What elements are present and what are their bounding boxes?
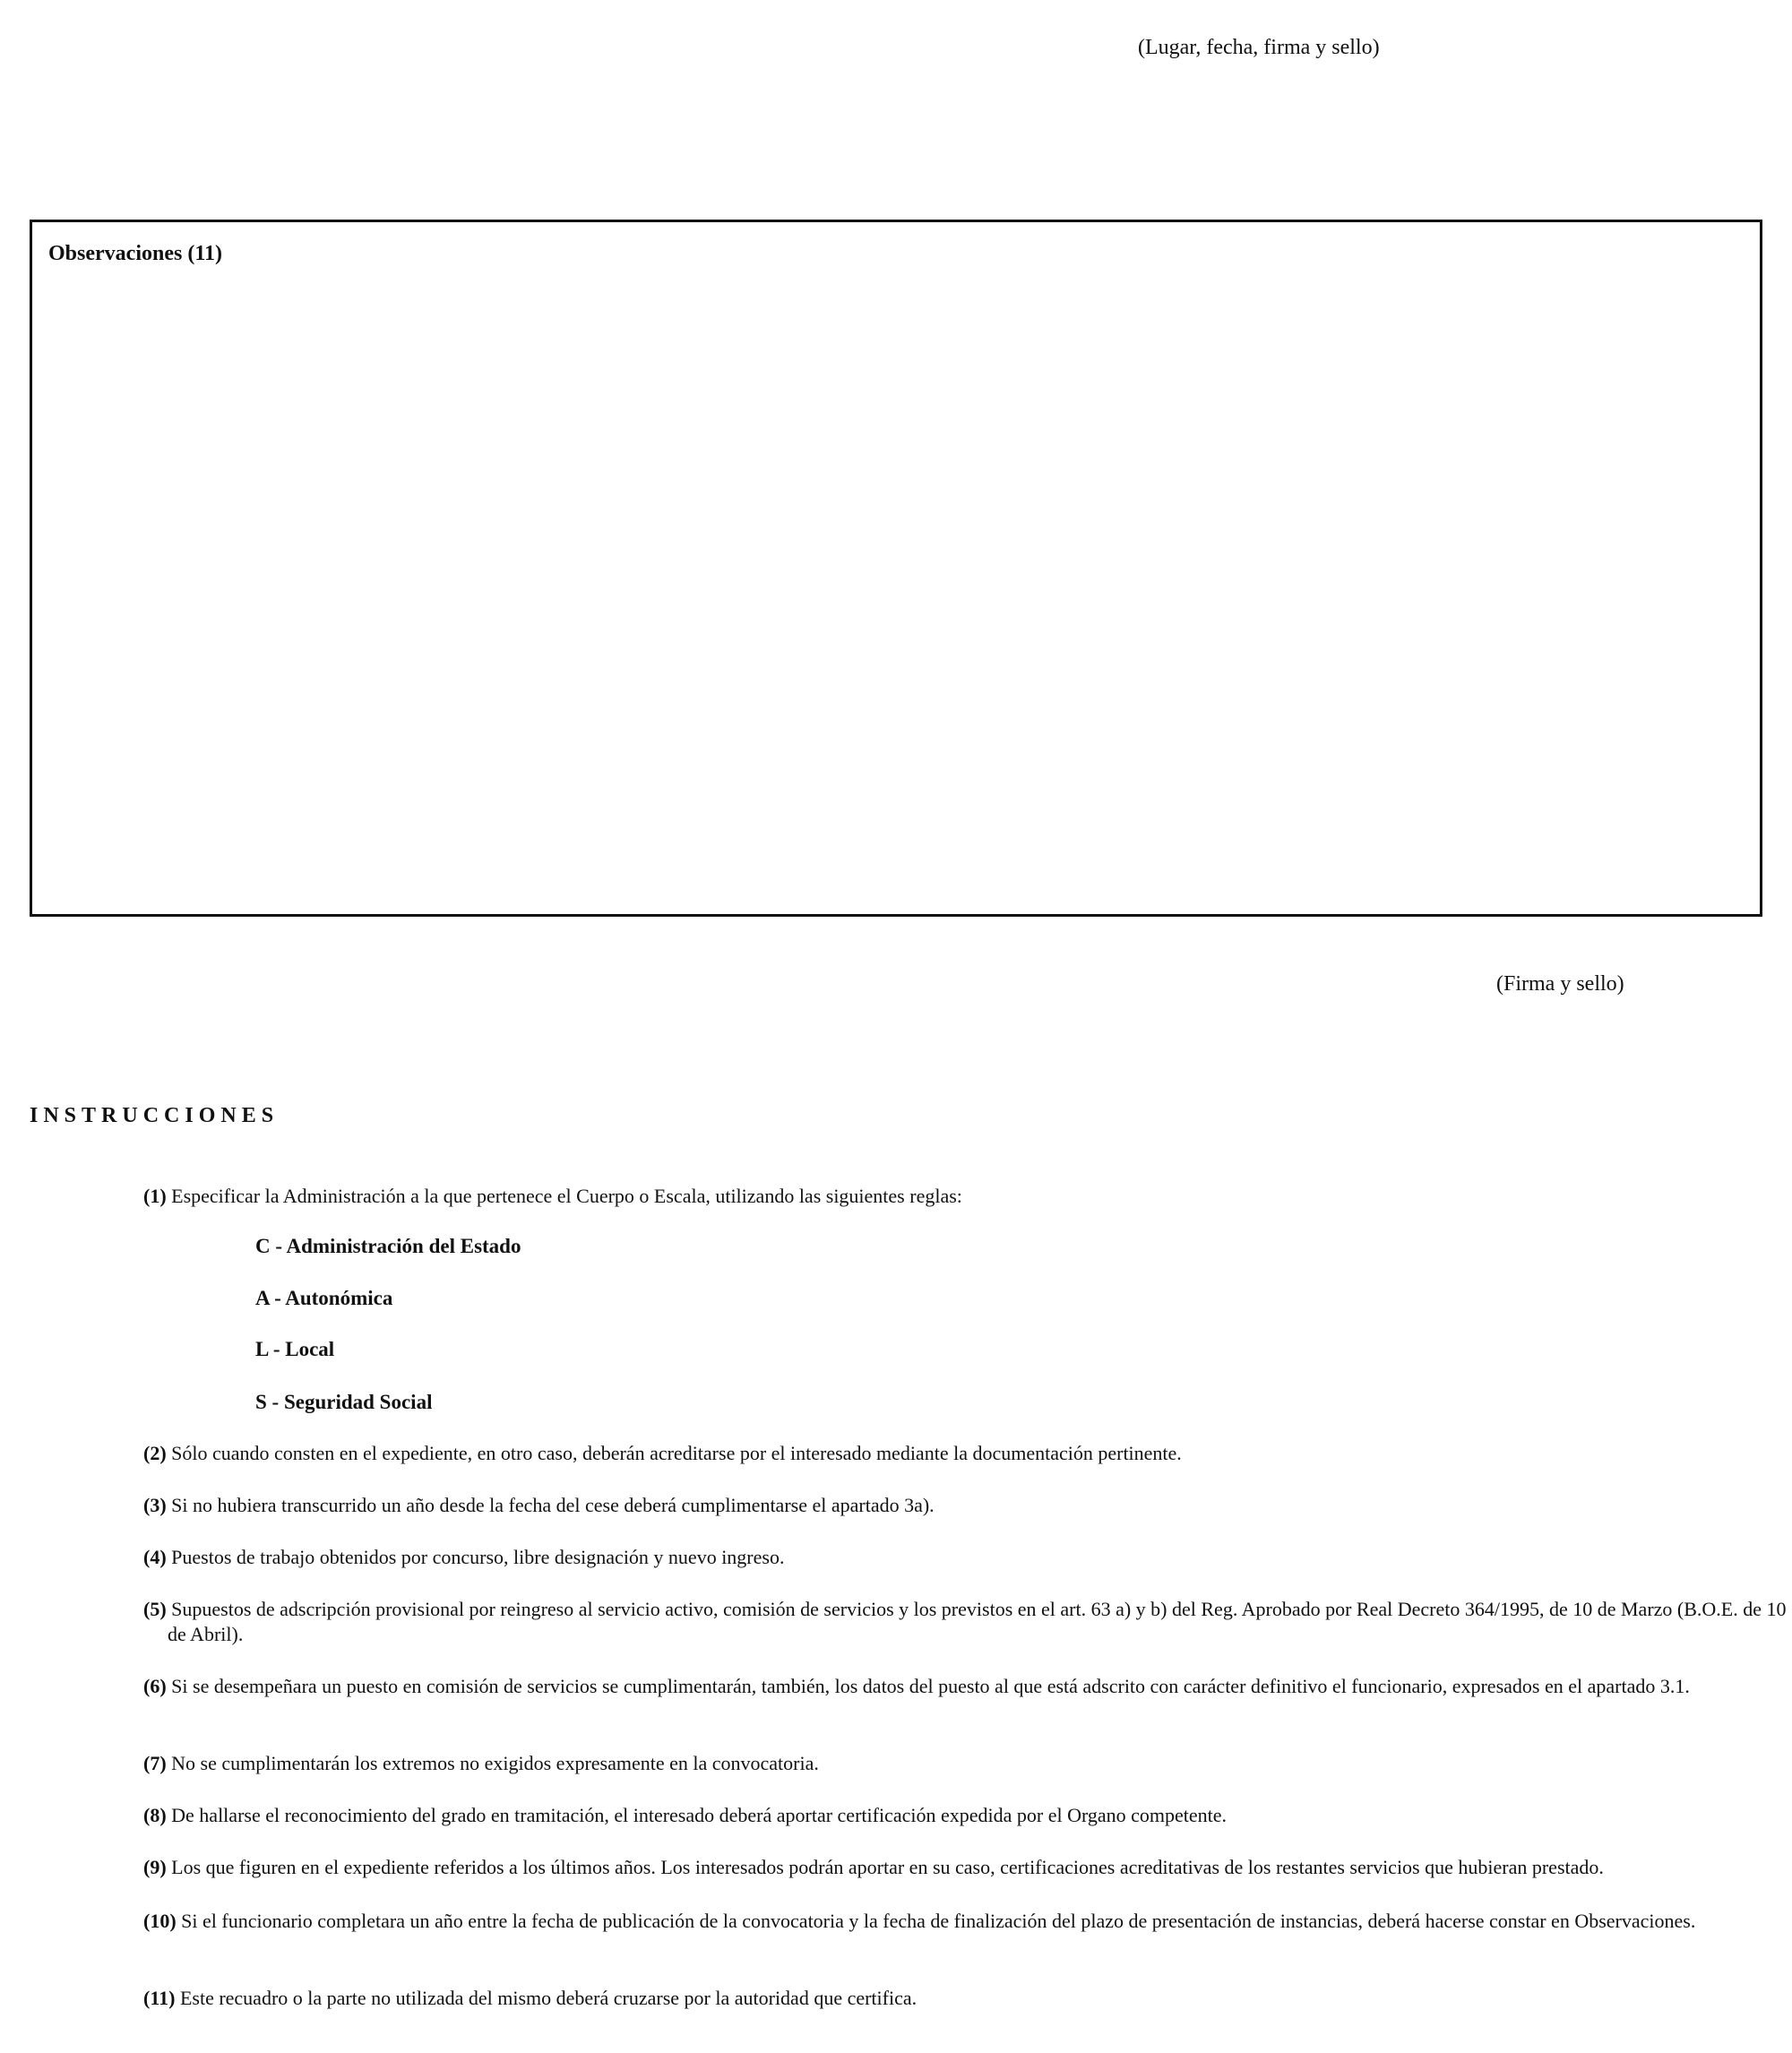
- observaciones-title: Observaciones (11): [48, 242, 222, 265]
- instruction-item-11: [143, 1986, 917, 2011]
- instruction-text: De hallarse el reconocimiento del grado en tramitación, el interesado deberá aportar certificación expedida por el Organo competente.: [171, 1804, 1228, 1826]
- instruction-number: (5): [143, 1598, 167, 1620]
- instruction-text: Si no hubiera transcurrido un año desde la fecha del cese deberá cumplimentarse el apartado 3a).: [171, 1494, 935, 1516]
- instruction-number: (11): [143, 1987, 176, 2009]
- instruction-item-3: [143, 1493, 935, 1518]
- instruction-number: (7): [143, 1752, 167, 1774]
- rule-seguridad-social: S - Seguridad Social: [255, 1391, 433, 1413]
- instruction-number: (2): [143, 1442, 167, 1464]
- instruction-item-5: [143, 1597, 1789, 1647]
- instruction-number: (4): [143, 1546, 167, 1568]
- instruction-item-7: [143, 1751, 819, 1776]
- signature-seal-note: (Firma y sello): [1496, 972, 1624, 996]
- instruction-text: Si el funcionario completara un año entre la fecha de publicación de la convocatoria y la fecha de finalización del plazo de presentación de instancias, deberá hacerse constar en Observaciones.: [181, 1910, 1696, 1932]
- instruction-text: Los que figuren en el expediente referidos a los últimos años. Los interesados podrán aportar en su caso, certificaciones acreditativas de los restantes servicios que hubieran prestado.: [171, 1856, 1604, 1878]
- instruction-text: Especificar la Administración a la que pertenece el Cuerpo o Escala, utilizando las siguientes reglas:: [171, 1185, 962, 1207]
- instruction-item-1: [143, 1184, 962, 1209]
- instruction-number: (8): [143, 1804, 167, 1826]
- instruction-number: (10): [143, 1910, 177, 1932]
- instruction-item-4: [143, 1545, 784, 1570]
- instruction-item-8: [143, 1803, 1227, 1828]
- instruction-number: (1): [143, 1185, 167, 1207]
- instruction-number: (9): [143, 1856, 167, 1878]
- rule-local: L - Local: [255, 1338, 335, 1360]
- instruction-item-6: [143, 1674, 1765, 1699]
- instruction-text: Puestos de trabajo obtenidos por concurso, libre designación y nuevo ingreso.: [171, 1546, 785, 1568]
- instrucciones-heading: INSTRUCCIONES: [30, 1104, 280, 1127]
- instruction-text: Sólo cuando consten en el expediente, en otro caso, deberán acreditarse por el interesado mediante la documentación pertinente.: [171, 1442, 1182, 1464]
- instruction-number: (3): [143, 1494, 167, 1516]
- instruction-text: No se cumplimentarán los extremos no exigidos expresamente en la convocatoria.: [171, 1752, 819, 1774]
- instruction-number: (6): [143, 1675, 167, 1697]
- place-date-signature-note: (Lugar, fecha, firma y sello): [1138, 36, 1380, 59]
- observaciones-box[interactable]: [30, 220, 1762, 917]
- instruction-item-2: [143, 1441, 1182, 1466]
- instruction-item-10: [143, 1909, 1765, 1934]
- instruction-text: Este recuadro o la parte no utilizada del mismo deberá cruzarse por la autoridad que certifica.: [179, 1987, 918, 2009]
- instruction-text: Supuestos de adscripción provisional por reingreso al servicio activo, comisión de servicios y los previstos en el art. 63 a) y b) del Reg. Aprobado por Real Decreto 364/1995, de 10 de Marzo (B.O.E. de 10 de Abril).: [168, 1598, 1787, 1645]
- rule-estado: C - Administración del Estado: [255, 1235, 521, 1257]
- instruction-text: Si se desempeñara un puesto en comisión de servicios se cumplimentarán, también, los datos del puesto al que está adscrito con carácter definitivo el funcionario, expresados en el apartado 3.1.: [171, 1675, 1690, 1697]
- rule-autonomica: A - Autonómica: [255, 1287, 393, 1309]
- instruction-item-9: [143, 1855, 1765, 1880]
